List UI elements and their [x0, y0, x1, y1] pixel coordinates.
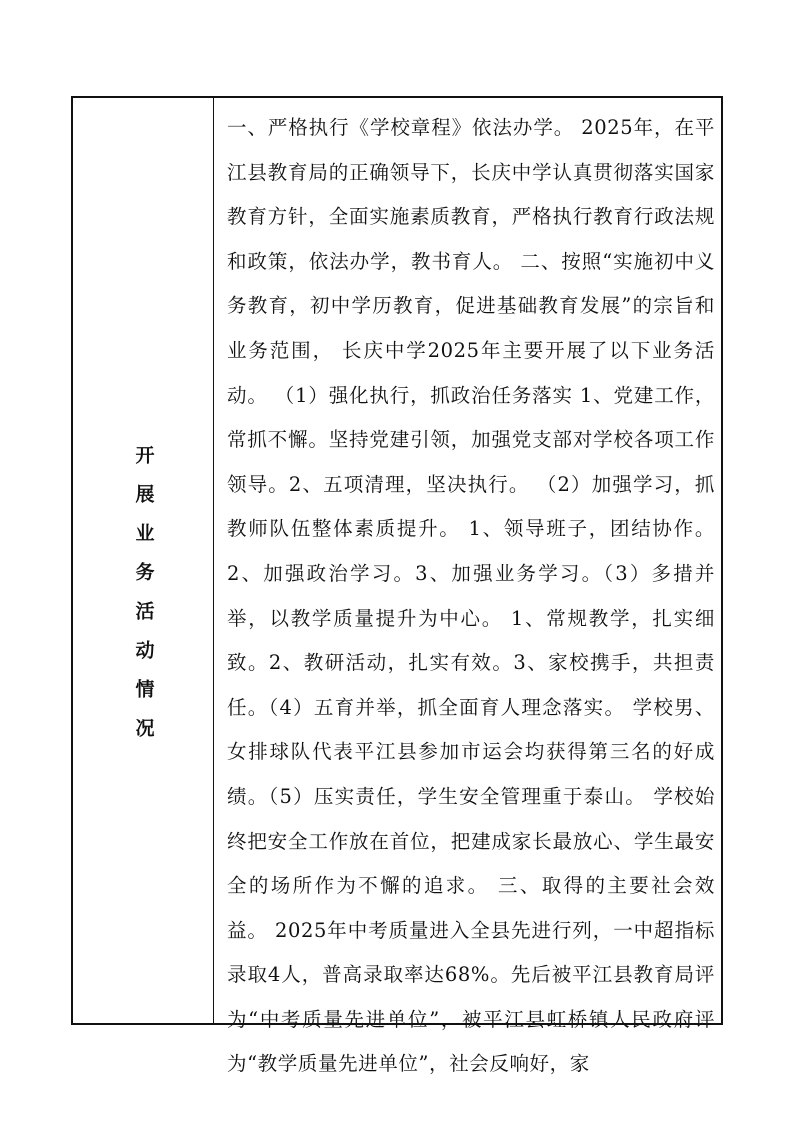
- row-label: 开展业务活动情况: [132, 444, 155, 757]
- table-label-cell: [73, 98, 214, 1023]
- activity-table: [71, 96, 723, 1076]
- table-content-cell: [214, 98, 721, 1076]
- activity-description: 一、严格执行《学校章程》依法办学。 2025年，在平江县教育局的正确领导下，长庆中学认真贯彻落实国家教育方针，全面实施素质教育，严格执行教育行政法规和政策，依法办学，教书育人。 二、按照“实施初中义务教育，初中学历教育，促进基础教育发展”的宗旨和业务范围， 长庆中学2025年主要开展了以下业务活动。 （1）强化执行，抓政治任务落实 1、党建工作，常抓不懈。坚持党建引领，加强党支部对学校各项工作领导。2、五项清理，坚决执行。 （2）加强学习，抓教师队伍整体素质提升。 1、领导班子，团结协作。2、加强政治学习。3、加强业务学习。（3）多措并举，以教学质量提升为中心。 1、常规教学，扎实细致。2、教研活动，扎实有效。3、家校携手，共担责任。（4）五育并举，抓全面育人理念落实。 学校男、女排球队代表平江县参加市运会均获得第三名的好成绩。（5）压实责任，学生安全管理重于泰山。 学校始终把安全工作放在首位，把建成家长最放心、学生最安全的场所作为不懈的追求。 三、取得的主要社会效益。 2025年中考质量进入全县先进行列，一中超指标录取4人，普高录取率达68%。先后被平江县教育局评为“中考质量先进单位”，被平江县虹桥镇人民政府评为“教学质量先进单位”，社会反响好，家: [227, 116, 715, 1076]
